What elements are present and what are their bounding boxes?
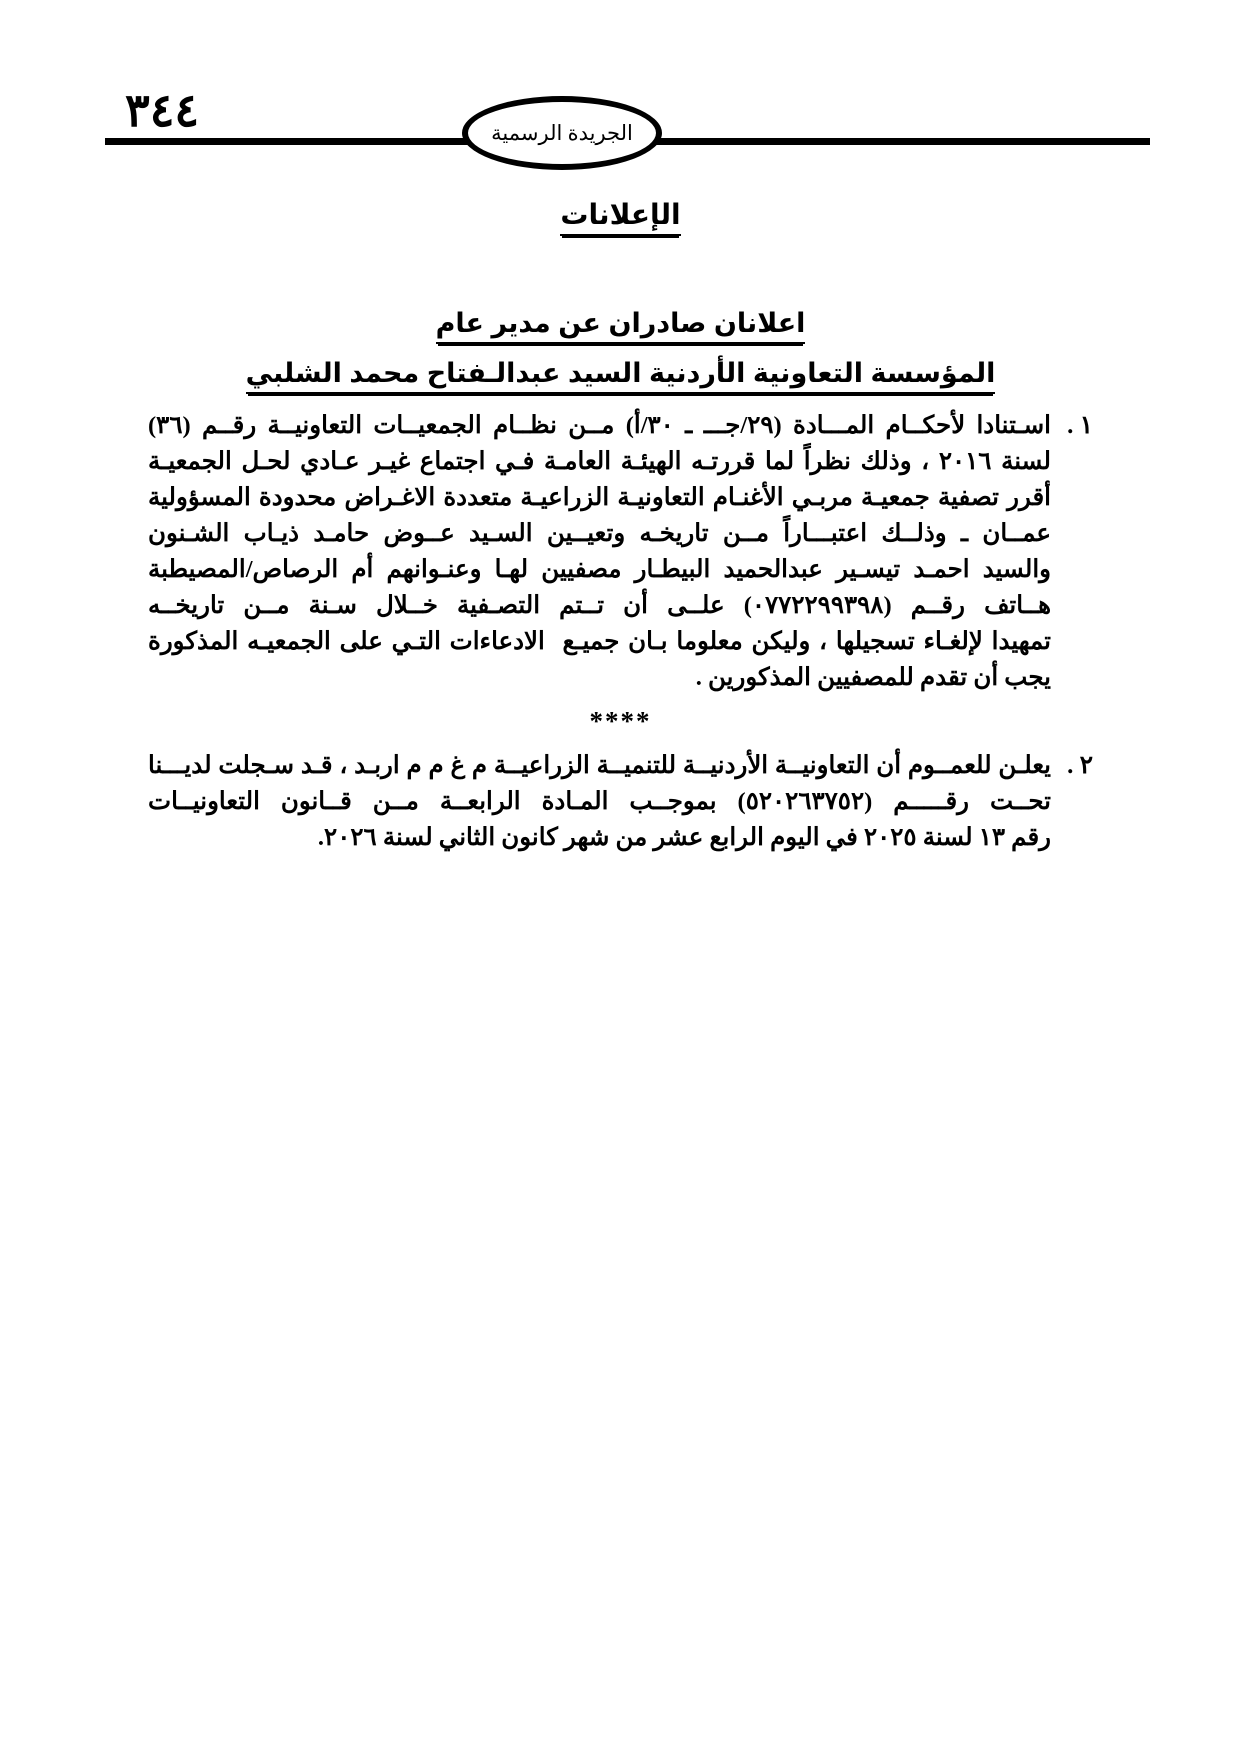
announcement-1-line-5: والسيد احمـد تيسـير عبدالحميد البيطـار مصفيين لهـا وعنـوانهم أم الرصاص/المصيطبة [148, 556, 1051, 583]
announcements-body [148, 408, 1093, 856]
announcement-item-2 [148, 748, 1093, 856]
announcement-1-line-7: تمهيدا لإلغـاء تسجيلها ، وليكن معلوما بـان جميـع الادعاءات التـي على الجمعيـه المذكورة [148, 628, 1051, 655]
announcement-2-text [148, 748, 1051, 856]
announcement-1-marker: ١ . [1067, 412, 1093, 439]
page-number: ٣٤٤ [125, 85, 200, 136]
page-header [0, 85, 1241, 186]
announcement-1-line-3: أقرر تصفية جمعيـة مربـي الأغنـام التعاونيـة الزراعيـة متعددة الاغـراض محدودة المسؤولية [148, 484, 1051, 511]
star-separator: **** [589, 706, 652, 736]
announcement-1-line-2: لسنة ٢٠١٦ ، وذلك نظراً لما قررتـه الهيئـة العامـة فـي اجتماع غيـر عـادي لحـل الجمعيـة [148, 448, 1051, 475]
announcement-2-marker: ٢ . [1067, 752, 1093, 779]
announcement-item-1 [148, 408, 1093, 696]
announcement-1-line-4: عمــان ـ وذلــك اعتبـــاراً مــن تاريخـه وتعيــين السـيد عــوض حامـد ذيـاب الشـنون [148, 520, 1051, 547]
announcement-1-line-6: هــاتف رقــم (٠٧٧٢٢٩٩٣٩٨) علــى أن تــتم التصـفية خــلال سـنة مــن تاريخــه [148, 592, 1051, 619]
announcement-2-line-2: تحــت رقـــــم (٥٢٠٢٦٣٧٥٢) بموجــب المـادة الرابعــة مــن قــانون التعاونيــات [148, 788, 1051, 815]
subtitle-line-2 [0, 358, 1241, 394]
announcement-1-line-1: اسـتنادا لأحكــام المـــادة (٢٩/جـــ ـ ٣٠/أ) مــن نظــام الجمعيــات التعاونيــة رقــم (٣٦) [148, 412, 1051, 439]
gazette-title-text: الجريدة الرسمية [491, 120, 633, 145]
announcement-2-line-3: رقم ١٣ لسنة ٢٠٢٥ في اليوم الرابع عشر من شهر كانون الثاني لسنة ٢٠٢٦. [317, 824, 1051, 851]
announcements-heading-text: الإعلانات [560, 198, 680, 236]
titles-block [0, 198, 1241, 394]
subtitle-line-1 [0, 308, 1241, 344]
gazette-title-badge [462, 96, 662, 170]
announcements-heading [0, 198, 1241, 236]
subtitle-line-2-text: المؤسسة التعاونية الأردنية السيد عبدالـفتاح محمد الشلبي [246, 358, 996, 394]
announcement-1-text [148, 408, 1051, 696]
announcement-1-line-8: يجب أن تقدم للمصفيين المذكورين . [695, 664, 1051, 691]
announcement-2-line-1: يعلـن للعمــوم أن التعاونيــة الأردنيــة للتنميــة الزراعيــة م غ م م اربـد ، قـد سـجلت لديـــنا [148, 752, 1051, 779]
subtitle-line-1-text: اعلانان صادران عن مدير عام [436, 308, 806, 344]
